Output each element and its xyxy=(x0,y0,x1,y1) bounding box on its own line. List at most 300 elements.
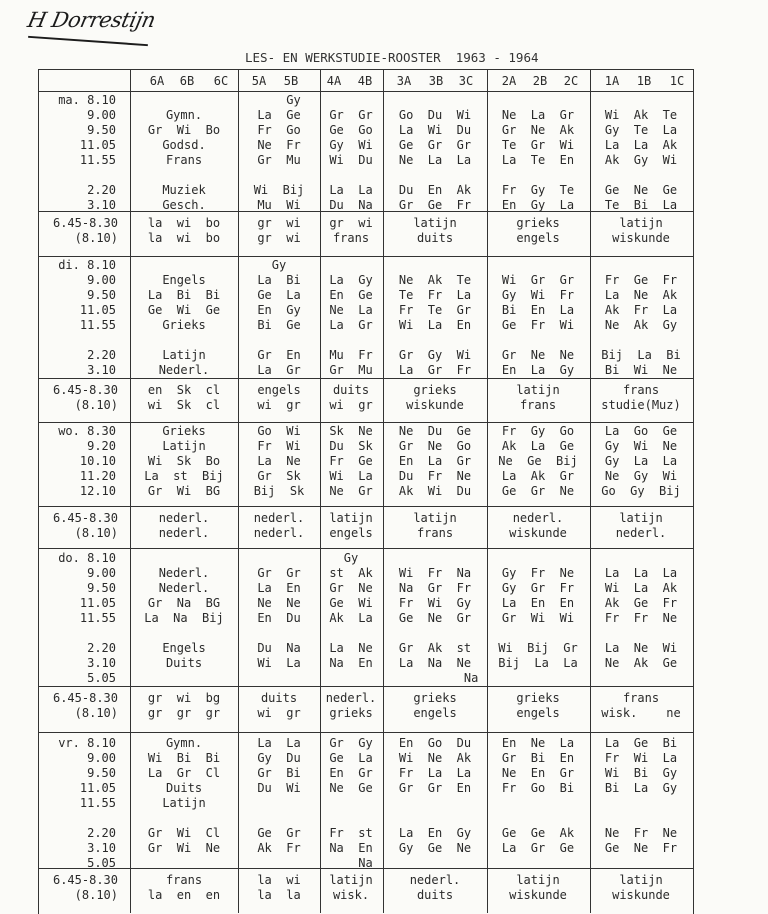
lesson-cell: En Gr xyxy=(329,766,373,780)
lesson-cell: Ak Ge Fr xyxy=(604,596,678,610)
lesson-cell: En La Gy xyxy=(501,363,575,377)
study-cell: grieks xyxy=(329,706,373,720)
study-cell: latijn xyxy=(516,873,560,887)
lesson-cell: Bij La Bi xyxy=(601,348,681,362)
lesson-cell: Gr Gr xyxy=(257,566,301,580)
study-cell: studie(Muz) xyxy=(601,398,681,412)
lesson-cell: Bi Ge xyxy=(257,318,301,332)
lesson-cell: Fr Wi La xyxy=(604,751,678,765)
study-cell: frans xyxy=(519,398,557,412)
study-cell: grieks xyxy=(413,383,457,397)
study-cell: la en en xyxy=(147,888,221,902)
lesson-cell: Fr Gy Go xyxy=(501,424,575,438)
time-label: 9.50 xyxy=(87,766,116,780)
lesson-cell: La Go Ge xyxy=(604,424,678,438)
study-cell: frans xyxy=(622,383,660,397)
study-cell: frans xyxy=(622,691,660,705)
time-label: 2.20 xyxy=(87,641,116,655)
lesson-cell: Gr Ne Ak xyxy=(501,123,575,137)
lesson-cell: Latijn xyxy=(162,439,206,453)
lesson-cell: La En xyxy=(257,581,301,595)
lesson-cell: Bi Wi Ne xyxy=(604,363,678,377)
lesson-cell: Ne Fr Ne xyxy=(604,826,678,840)
time-label: 11.05 xyxy=(79,138,116,152)
study-cell: wiskunde xyxy=(406,398,464,412)
lesson-cell: Fr Go Bi xyxy=(501,781,575,795)
study-cell: engels xyxy=(413,706,457,720)
time-label: 9.00 xyxy=(87,566,116,580)
lesson-cell: Du Na xyxy=(257,641,301,655)
time-label: 5.05 xyxy=(87,856,116,870)
study-time-label: 6.45-8.30 xyxy=(52,873,118,887)
study-time-label: 6.45-8.30 xyxy=(52,216,118,230)
time-label: 5.05 xyxy=(87,671,116,685)
lesson-cell: La Ne Ak xyxy=(604,288,678,302)
lesson-cell: La En En xyxy=(501,596,575,610)
lesson-cell: Nederl. xyxy=(158,566,210,580)
lesson-cell: Wi Bi Gy xyxy=(604,766,678,780)
study-cell: wi gr xyxy=(257,398,301,412)
row-divider xyxy=(38,256,693,257)
lesson-cell: Ne En Gr xyxy=(501,766,575,780)
lesson-cell: Gr Gr En xyxy=(398,781,472,795)
lesson-cell: Gr Bi xyxy=(257,766,301,780)
lesson-cell: Gr Gy Wi xyxy=(398,348,472,362)
lesson-cell: Gr Sk xyxy=(257,469,301,483)
lesson-cell: Gy xyxy=(271,258,287,272)
lesson-cell: Gr Wi BG xyxy=(147,484,221,498)
lesson-cell: Fr st xyxy=(329,826,373,840)
study-time-label: 6.45-8.30 xyxy=(52,383,118,397)
time-label: 2.20 xyxy=(87,826,116,840)
column-divider xyxy=(130,69,131,913)
lesson-cell: Bi En La xyxy=(501,303,575,317)
lesson-cell: Gy Wi xyxy=(329,138,373,152)
study-cell: latijn xyxy=(619,511,663,525)
lesson-cell: Ge Ne Ge xyxy=(604,183,678,197)
lesson-cell: Gy Ge Ne xyxy=(398,841,472,855)
class-header: 2C xyxy=(563,74,579,88)
lesson-cell: Wi Du xyxy=(329,153,373,167)
study-cell: grieks xyxy=(516,691,560,705)
lesson-cell: Gr Bi En xyxy=(501,751,575,765)
lesson-cell: Gr Gy xyxy=(329,736,373,750)
lesson-cell: Ak La Ge xyxy=(501,439,575,453)
lesson-cell: En La Gr xyxy=(398,454,472,468)
lesson-cell: La La xyxy=(257,736,301,750)
row-divider xyxy=(38,69,693,70)
study-cell: nederl. xyxy=(512,511,564,525)
lesson-cell: Gr Wi Cl xyxy=(147,826,221,840)
lesson-cell: La Gr xyxy=(329,318,373,332)
lesson-cell: La Wi Du xyxy=(398,123,472,137)
time-label: 11.55 xyxy=(79,611,116,625)
lesson-cell: Ne La La xyxy=(398,153,472,167)
lesson-cell: La Gr Fr xyxy=(398,363,472,377)
lesson-cell: Ne Ge xyxy=(329,781,373,795)
lesson-cell: Fr Wi xyxy=(257,439,301,453)
lesson-cell: Fr Gy Te xyxy=(501,183,575,197)
lesson-cell: Go Wi xyxy=(257,424,301,438)
row-divider xyxy=(38,732,693,733)
time-label: 3.10 xyxy=(87,656,116,670)
lesson-cell: Gy Fr Ne xyxy=(501,566,575,580)
study-cell: gr wi bg xyxy=(147,691,221,705)
row-divider xyxy=(38,686,693,687)
lesson-cell: Ge Ne Fr xyxy=(604,841,678,855)
lesson-cell: Ne Gy Wi xyxy=(604,469,678,483)
lesson-cell: En Go Du xyxy=(398,736,472,750)
time-label: 11.55 xyxy=(79,796,116,810)
study-cell: wisk. xyxy=(332,888,370,902)
row-divider xyxy=(38,91,693,92)
lesson-cell: La Gr Cl xyxy=(147,766,221,780)
lesson-cell: Ge Wi Ge xyxy=(147,303,221,317)
lesson-cell: Sk Ne xyxy=(329,424,373,438)
lesson-cell: Gr En xyxy=(257,348,301,362)
lesson-cell: La Ne xyxy=(257,454,301,468)
lesson-cell: Ne Ak Ge xyxy=(604,656,678,670)
time-label: wo. 8.30 xyxy=(58,424,116,438)
lesson-cell: Ge Wi xyxy=(329,596,373,610)
lesson-cell: Wi Sk Bo xyxy=(147,454,221,468)
lesson-cell: Fr Te Gr xyxy=(398,303,472,317)
class-header: 5A xyxy=(251,74,267,88)
class-header: 2A xyxy=(501,74,517,88)
study-cell: wisk. ne xyxy=(601,706,681,720)
lesson-cell: Ge Fr Wi xyxy=(501,318,575,332)
time-label: 11.55 xyxy=(79,153,116,167)
time-label: 9.00 xyxy=(87,273,116,287)
study-cell: grieks xyxy=(516,216,560,230)
class-header: 1A xyxy=(604,74,620,88)
signature-text: H Dorrestijn xyxy=(25,8,158,32)
lesson-cell: Du Sk xyxy=(329,439,373,453)
lesson-cell: Ge Ne Gr xyxy=(398,611,472,625)
lesson-cell: Na Gr Fr xyxy=(398,581,472,595)
lesson-cell: La Ne Wi xyxy=(604,641,678,655)
lesson-cell: Bij La La xyxy=(498,656,578,670)
time-label: do. 8.10 xyxy=(58,551,116,565)
lesson-cell: Gy Te La xyxy=(604,123,678,137)
lesson-cell: Engels xyxy=(162,641,206,655)
lesson-cell: Wi Bij Gr xyxy=(498,641,578,655)
lesson-cell: Ne La xyxy=(329,303,373,317)
class-header: 4A xyxy=(326,74,342,88)
study-cell: latijn xyxy=(329,873,373,887)
study-cell: wi gr xyxy=(329,398,373,412)
column-divider xyxy=(590,69,591,913)
column-divider xyxy=(238,69,239,913)
study-cell: en Sk cl xyxy=(147,383,221,397)
lesson-cell: Wi Fr Na xyxy=(398,566,472,580)
study-cell: engels xyxy=(257,383,301,397)
lesson-cell: Muziek xyxy=(162,183,206,197)
study-cell: latijn xyxy=(619,873,663,887)
lesson-cell: Na En xyxy=(329,841,373,855)
time-label: 9.00 xyxy=(87,108,116,122)
lesson-cell: Te Fr La xyxy=(398,288,472,302)
lesson-cell: Du Wi xyxy=(257,781,301,795)
study-cell: duits xyxy=(332,383,370,397)
lesson-cell: Gy Wi Ne xyxy=(604,439,678,453)
lesson-cell: Mu Wi xyxy=(257,198,301,212)
lesson-cell: Ne Gr xyxy=(329,484,373,498)
time-label: 9.00 xyxy=(87,751,116,765)
lesson-cell: La st Bij xyxy=(144,469,224,483)
lesson-cell: En Gy La xyxy=(501,198,575,212)
time-label: 9.20 xyxy=(87,439,116,453)
lesson-cell: Wi Ne Ak xyxy=(398,751,472,765)
lesson-cell: Gr Ne Ne xyxy=(501,348,575,362)
lesson-cell: Wi Gr Gr xyxy=(501,273,575,287)
study-cell: engels xyxy=(516,231,560,245)
study-time-label: (8.10) xyxy=(74,888,118,902)
study-cell: latijn xyxy=(329,511,373,525)
lesson-cell: La Gy xyxy=(329,273,373,287)
lesson-cell: Ge Gr Gr xyxy=(398,138,472,152)
class-header: 4B xyxy=(357,74,373,88)
lesson-cell: Te Gr Wi xyxy=(501,138,575,152)
lesson-cell: Ne Ne xyxy=(257,596,301,610)
lesson-cell: Ak La xyxy=(329,611,373,625)
study-time-label: 6.45-8.30 xyxy=(52,511,118,525)
lesson-cell: Gy La La xyxy=(604,454,678,468)
time-label: ma. 8.10 xyxy=(58,93,116,107)
lesson-cell: La Ne xyxy=(329,641,373,655)
lesson-cell: Wi La En xyxy=(398,318,472,332)
lesson-cell: Grieks xyxy=(162,318,206,332)
lesson-cell: La Gr xyxy=(257,363,301,377)
lesson-cell: Du Fr Ne xyxy=(398,469,472,483)
lesson-cell: Fr Ge Fr xyxy=(604,273,678,287)
row-divider xyxy=(38,548,693,549)
study-cell: la wi xyxy=(257,873,301,887)
lesson-cell: Ne Ak Gy xyxy=(604,318,678,332)
lesson-cell: Ne Ge Bij xyxy=(498,454,578,468)
study-cell: engels xyxy=(329,526,373,540)
lesson-cell: Na xyxy=(391,671,479,685)
class-header: 3C xyxy=(458,74,474,88)
study-cell: la la xyxy=(257,888,301,902)
study-time-label: (8.10) xyxy=(74,398,118,412)
lesson-cell: Duits xyxy=(165,781,203,795)
lesson-cell: Wi La xyxy=(329,469,373,483)
lesson-cell: Ne Du Ge xyxy=(398,424,472,438)
lesson-cell: Fr La La xyxy=(398,766,472,780)
time-label: 9.50 xyxy=(87,581,116,595)
study-cell: gr wi xyxy=(329,216,373,230)
lesson-cell: La Te En xyxy=(501,153,575,167)
study-time-label: (8.10) xyxy=(74,706,118,720)
lesson-cell: La Na Bij xyxy=(144,611,224,625)
class-header: 5B xyxy=(283,74,299,88)
time-label: 11.20 xyxy=(79,469,116,483)
lesson-cell: Gr Gr xyxy=(329,108,373,122)
lesson-cell: Ak Gy Wi xyxy=(604,153,678,167)
study-cell: latijn xyxy=(413,511,457,525)
lesson-cell: Gymn. xyxy=(165,736,203,750)
lesson-cell: Du En Ak xyxy=(398,183,472,197)
time-label: 11.55 xyxy=(79,318,116,332)
lesson-cell: Ge La xyxy=(329,751,373,765)
lesson-cell: Mu Fr xyxy=(329,348,373,362)
study-cell: nederl. xyxy=(325,691,377,705)
lesson-cell: La Gr Ge xyxy=(501,841,575,855)
class-header: 1B xyxy=(636,74,652,88)
lesson-cell: Latijn xyxy=(162,348,206,362)
study-cell: latijn xyxy=(516,383,560,397)
study-cell: nederl. xyxy=(253,511,305,525)
lesson-cell: Wi La xyxy=(257,656,301,670)
time-label: 9.50 xyxy=(87,288,116,302)
lesson-cell: La Bi xyxy=(257,273,301,287)
row-divider xyxy=(38,378,693,379)
lesson-cell: Wi La Ak xyxy=(604,581,678,595)
lesson-cell: Ge Gr Ne xyxy=(501,484,575,498)
study-cell: wiskunde xyxy=(509,888,567,902)
lesson-cell: Go Gy Bij xyxy=(601,484,681,498)
lesson-cell: Fr Ge xyxy=(329,454,373,468)
lesson-cell: La En Gy xyxy=(398,826,472,840)
lesson-cell: Ak Fr La xyxy=(604,303,678,317)
lesson-cell: Gr Wi Wi xyxy=(501,611,575,625)
lesson-cell: Wi Ak Te xyxy=(604,108,678,122)
lesson-cell: En Ne La xyxy=(501,736,575,750)
lesson-cell: Gr Mu xyxy=(257,153,301,167)
time-label: 11.05 xyxy=(79,596,116,610)
time-label: 3.10 xyxy=(87,363,116,377)
lesson-cell: Godsd. xyxy=(162,138,206,152)
study-cell: wi gr xyxy=(257,706,301,720)
lesson-cell: Na En xyxy=(329,656,373,670)
column-divider xyxy=(320,69,321,913)
lesson-cell: Gy xyxy=(257,93,301,107)
lesson-cell: La La Ak xyxy=(604,138,678,152)
lesson-cell: Gy Du xyxy=(257,751,301,765)
class-header: 2B xyxy=(532,74,548,88)
row-divider xyxy=(38,506,693,507)
lesson-cell: Gy Gr Fr xyxy=(501,581,575,595)
time-label: 11.05 xyxy=(79,303,116,317)
study-cell: gr wi xyxy=(257,216,301,230)
lesson-cell: Gr Na BG xyxy=(147,596,221,610)
lesson-cell: Gr Wi Bo xyxy=(147,123,221,137)
time-label: 9.50 xyxy=(87,123,116,137)
lesson-cell: Gr Ak st xyxy=(398,641,472,655)
row-divider xyxy=(38,422,693,423)
lesson-cell: Gr Ne xyxy=(329,581,373,595)
study-cell: wi Sk cl xyxy=(147,398,221,412)
lesson-cell: Bi La Gy xyxy=(604,781,678,795)
study-cell: frans xyxy=(165,873,203,887)
lesson-cell: Nederl. xyxy=(158,581,210,595)
lesson-cell: Gymn. xyxy=(165,108,203,122)
lesson-cell: Wi Bi Bi xyxy=(147,751,221,765)
study-cell: la wi bo xyxy=(147,216,221,230)
lesson-cell: Fr Wi Gy xyxy=(398,596,472,610)
lesson-cell: La Na Ne xyxy=(398,656,472,670)
study-cell: la wi bo xyxy=(147,231,221,245)
lesson-cell: Gr Ne Go xyxy=(398,439,472,453)
lesson-cell: Gr Ge Fr xyxy=(398,198,472,212)
lesson-cell: Ge La xyxy=(257,288,301,302)
lesson-cell: Ge Go xyxy=(329,123,373,137)
class-header: 3A xyxy=(396,74,412,88)
study-time-label: (8.10) xyxy=(74,231,118,245)
lesson-cell: La Ak Gr xyxy=(501,469,575,483)
lesson-cell: Ge Gr xyxy=(257,826,301,840)
column-divider xyxy=(487,69,488,913)
lesson-cell: st Ak xyxy=(329,566,373,580)
lesson-cell: La Bi Bi xyxy=(147,288,221,302)
time-label: di. 8.10 xyxy=(58,258,116,272)
lesson-cell: Fr Go xyxy=(257,123,301,137)
lesson-cell: Frans xyxy=(165,153,203,167)
study-cell: nederl. xyxy=(253,526,305,540)
class-header: 3B xyxy=(428,74,444,88)
study-cell: grieks xyxy=(413,691,457,705)
class-header: 6A xyxy=(149,74,165,88)
lesson-cell: Engels xyxy=(162,273,206,287)
study-cell: nederl. xyxy=(158,526,210,540)
study-cell: nederl. xyxy=(615,526,667,540)
lesson-cell: Wi Bij xyxy=(253,183,305,197)
lesson-cell: Bij Sk xyxy=(253,484,305,498)
lesson-cell: Ge Ge Ak xyxy=(501,826,575,840)
time-label: 2.20 xyxy=(87,183,116,197)
lesson-cell: Duits xyxy=(165,656,203,670)
lesson-cell: En Gy xyxy=(257,303,301,317)
study-cell: duits xyxy=(260,691,298,705)
time-label: 2.20 xyxy=(87,348,116,362)
study-cell: nederl. xyxy=(158,511,210,525)
lesson-cell: Nederl. xyxy=(158,363,210,377)
lesson-cell: Ak Fr xyxy=(257,841,301,855)
lesson-cell: Grieks xyxy=(162,424,206,438)
study-cell: wiskunde xyxy=(612,231,670,245)
class-header: 6B xyxy=(179,74,195,88)
study-cell: frans xyxy=(416,526,454,540)
lesson-cell: La Ge xyxy=(257,108,301,122)
study-cell: gr gr gr xyxy=(147,706,221,720)
lesson-cell: Na xyxy=(329,856,373,870)
time-label: 10.10 xyxy=(79,454,116,468)
study-cell: engels xyxy=(516,706,560,720)
lesson-cell: Gesch. xyxy=(162,198,206,212)
study-cell: latijn xyxy=(619,216,663,230)
study-cell: wiskunde xyxy=(509,526,567,540)
lesson-cell: Fr Fr Ne xyxy=(604,611,678,625)
class-header: 1C xyxy=(669,74,685,88)
time-label: 12.10 xyxy=(79,484,116,498)
study-cell: gr wi xyxy=(257,231,301,245)
lesson-cell: Gr Mu xyxy=(329,363,373,377)
lesson-cell: Gy Wi Fr xyxy=(501,288,575,302)
study-cell: latijn xyxy=(413,216,457,230)
signature-underline xyxy=(28,36,148,46)
study-time-label: (8.10) xyxy=(74,526,118,540)
lesson-cell: La La La xyxy=(604,566,678,580)
class-header: 6C xyxy=(213,74,229,88)
lesson-cell: Ne Ak Te xyxy=(398,273,472,287)
time-label: vr. 8.10 xyxy=(58,736,116,750)
lesson-cell: Du Na xyxy=(329,198,373,212)
time-label: 11.05 xyxy=(79,781,116,795)
lesson-cell: Gy xyxy=(343,551,359,565)
lesson-cell: La Ge Bi xyxy=(604,736,678,750)
study-cell: wiskunde xyxy=(612,888,670,902)
